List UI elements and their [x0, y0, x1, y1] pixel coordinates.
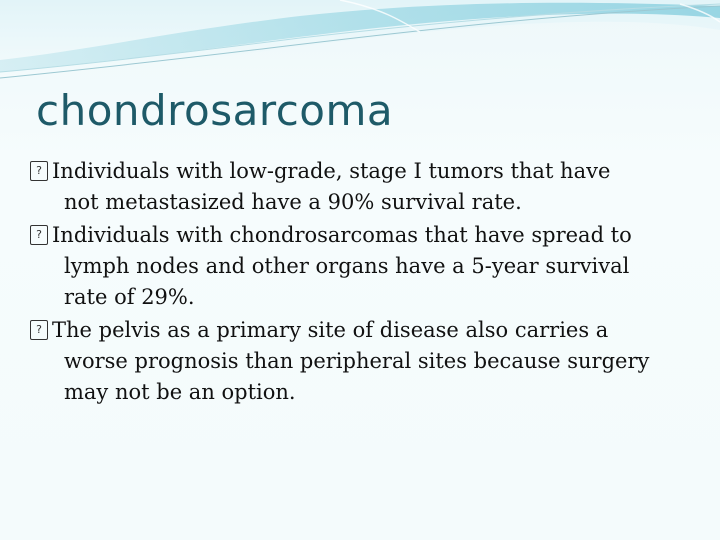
bullet-line: may not be an option.: [64, 380, 296, 404]
bullet-item: [30, 156, 690, 218]
replacement-character-icon: ?: [30, 320, 48, 340]
replacement-character-icon: ?: [30, 161, 48, 181]
bullet-text: [52, 220, 690, 313]
bullet-line: The pelvis as a primary site of disease also carries a: [52, 318, 609, 342]
bullet-line: Individuals with chondrosarcomas that have spread to: [52, 223, 632, 247]
bullet-line: not metastasized have a 90% survival rate.: [64, 190, 522, 214]
bullet-line: lymph nodes and other organs have a 5-year survival: [64, 254, 630, 278]
bullet-line: Individuals with low-grade, stage I tumors that have: [52, 159, 611, 183]
header-wave-decoration: [0, 0, 720, 90]
bullet-text: [52, 315, 690, 408]
bullet-text: [52, 156, 690, 218]
bullet-line: worse prognosis than peripheral sites because surgery: [64, 349, 650, 373]
slide-title: chondrosarcoma: [36, 86, 394, 135]
bullet-item: [30, 315, 690, 408]
bullet-line: rate of 29%.: [64, 285, 195, 309]
bullet-item: [30, 220, 690, 313]
replacement-character-icon: ?: [30, 225, 48, 245]
bullet-list: [30, 156, 690, 410]
